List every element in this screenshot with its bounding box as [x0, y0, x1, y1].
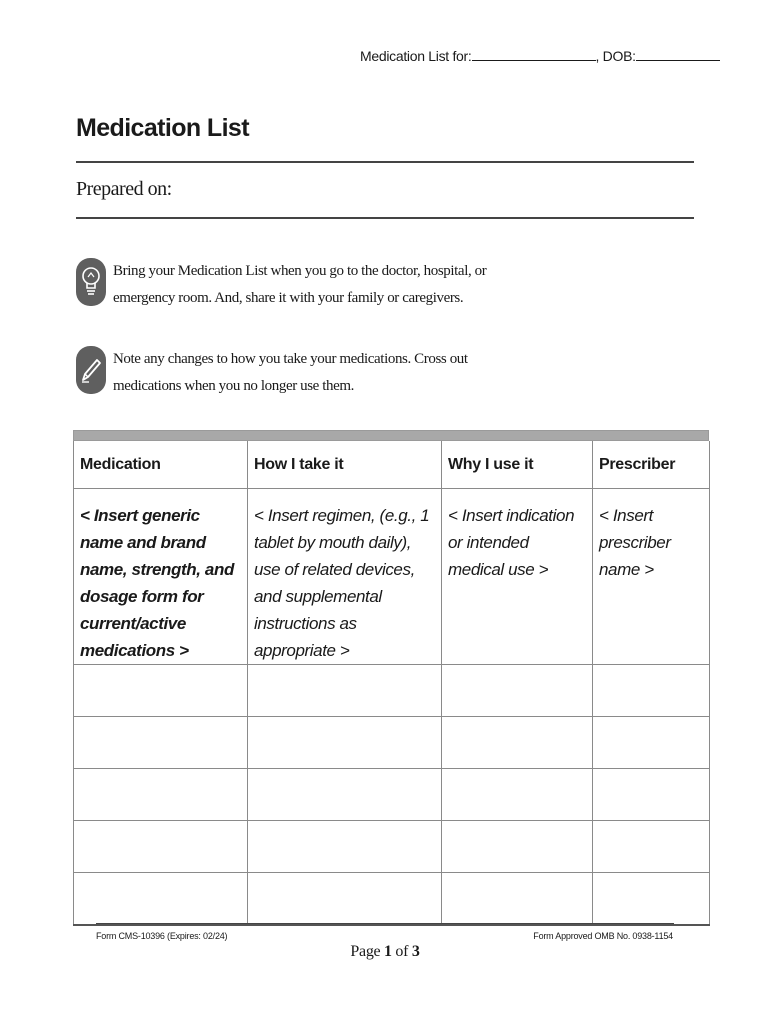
prescriber-cell[interactable] — [593, 769, 710, 821]
prepared-divider — [76, 217, 694, 219]
why-i-use-it-cell[interactable] — [442, 717, 593, 769]
column-header-medication: Medication — [74, 441, 248, 489]
table-row — [74, 489, 710, 665]
how-i-take-it-cell[interactable] — [248, 717, 442, 769]
table-row — [74, 821, 710, 873]
column-header-why-i-use-it: Why I use it — [442, 441, 593, 489]
form-id: Form CMS-10396 (Expires: 02/24) — [96, 931, 228, 941]
page-title: Medication List — [76, 114, 249, 142]
dob-label: , DOB: — [595, 48, 636, 64]
prescriber-cell[interactable] — [593, 873, 710, 926]
how-i-take-it-cell[interactable] — [248, 821, 442, 873]
table-row — [74, 717, 710, 769]
table-header-row — [74, 441, 710, 489]
prepared-on-label: Prepared on: — [76, 178, 172, 200]
how-i-take-it-cell[interactable]: < Insert regimen, (e.g., 1 tablet by mouth daily), use of related devices, and supplemental instructions as appropriate > — [248, 489, 442, 665]
medication-list-for-label: Medication List for: — [360, 48, 472, 64]
why-i-use-it-cell[interactable] — [442, 821, 593, 873]
omb-number: Form Approved OMB No. 0938-1154 — [533, 931, 673, 941]
how-i-take-it-cell[interactable] — [248, 873, 442, 926]
tip-bring-list — [76, 258, 493, 312]
prescriber-cell[interactable] — [593, 821, 710, 873]
column-header-prescriber: Prescriber — [593, 441, 710, 489]
footer-divider — [96, 923, 674, 924]
medication-cell[interactable] — [74, 717, 248, 769]
prescriber-cell[interactable]: < Insert prescriber name > — [593, 489, 710, 665]
how-i-take-it-cell[interactable] — [248, 665, 442, 717]
why-i-use-it-cell[interactable] — [442, 769, 593, 821]
prescriber-cell[interactable] — [593, 717, 710, 769]
patient-name-blank[interactable] — [472, 47, 596, 61]
tip-text: Bring your Medication List when you go to the doctor, hospital, or emergency room. And, share it with your family or caregivers. — [113, 263, 487, 306]
lightbulb-icon — [76, 258, 106, 306]
how-i-take-it-cell[interactable] — [248, 769, 442, 821]
pencil-icon — [76, 346, 106, 394]
column-header-how-i-take-it: How I take it — [248, 441, 442, 489]
tip-note-changes — [76, 346, 493, 400]
why-i-use-it-cell[interactable] — [442, 873, 593, 926]
table-row — [74, 873, 710, 926]
table-row — [74, 665, 710, 717]
dob-blank[interactable] — [636, 47, 720, 61]
medication-cell[interactable] — [74, 873, 248, 926]
why-i-use-it-cell[interactable]: < Insert indication or intended medical use > — [442, 489, 593, 665]
patient-header-line — [360, 47, 720, 64]
page-number: Page 1 of 3 — [350, 943, 420, 960]
medication-table — [73, 430, 709, 926]
tip-text: Note any changes to how you take your medications. Cross out medications when you no longer use them. — [113, 351, 468, 394]
medication-cell[interactable]: < Insert generic name and brand name, strength, and dosage form for current/active medications > — [74, 489, 248, 665]
title-divider — [76, 161, 694, 163]
medication-cell[interactable] — [74, 769, 248, 821]
prescriber-cell[interactable] — [593, 665, 710, 717]
medication-cell[interactable] — [74, 665, 248, 717]
table-top-bar — [73, 430, 709, 441]
why-i-use-it-cell[interactable] — [442, 665, 593, 717]
medication-cell[interactable] — [74, 821, 248, 873]
table-row — [74, 769, 710, 821]
